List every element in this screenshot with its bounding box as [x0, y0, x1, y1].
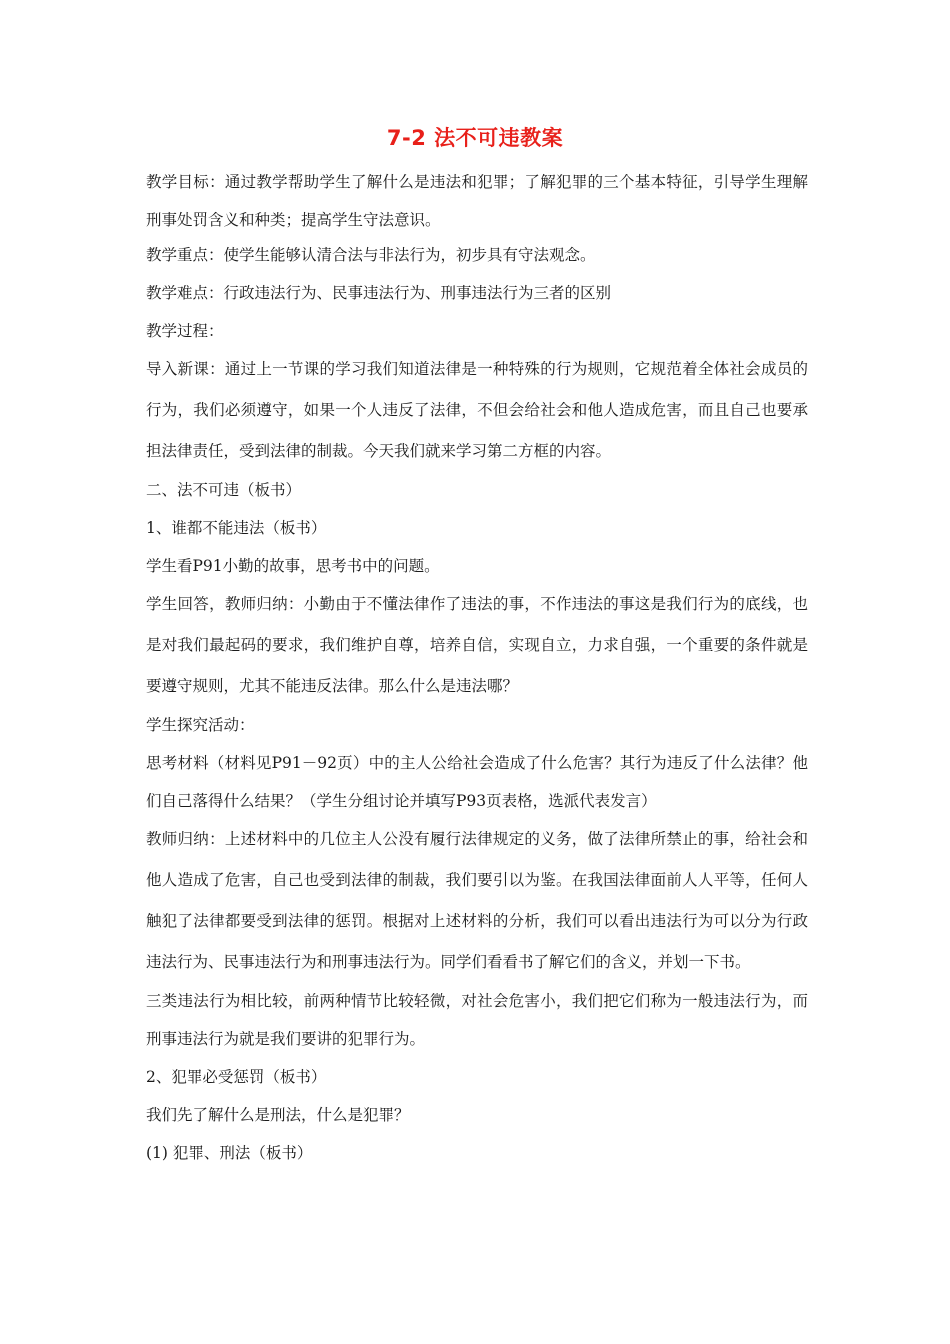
paragraph-student-activity: 学生探究活动：	[146, 716, 255, 734]
document-body	[146, 172, 808, 1163]
paragraph-objectives: 教学目标：通过教学帮助学生了解什么是违法和犯罪；了解犯罪的三个基本特征，引导学生理解刑事处罚含义和种类；提高学生守法意识。	[146, 173, 808, 229]
subsection-heading-no-one-violates: 1、谁都不能违法（板书）	[146, 519, 327, 537]
section-heading-law-not-violated: 二、法不可违（板书）	[146, 481, 302, 499]
paragraph-introduction: 导入新课：通过上一节课的学习我们知道法律是一种特殊的行为规则，它规范着全体社会成员的行为，我们必须遵守，如果一个人违反了法律，不但会给社会和他人造成危害，而且自己也要承担法律责任，受到法律的制裁。今天我们就来学习第二方框的内容。	[146, 360, 808, 460]
paragraph-key-points: 教学重点：使学生能够认清合法与非法行为，初步具有守法观念。	[146, 246, 596, 264]
paragraph-think-material: 思考材料（材料见P91－92页）中的主人公给社会造成了什么危害？其行为违反了什么法律？他们自己落得什么结果？（学生分组讨论并填写P93页表格，选派代表发言）	[146, 754, 808, 810]
paragraph-read-story: 学生看P91小勤的故事，思考书中的问题。	[146, 557, 440, 575]
document-title: 7-2 法不可违教案	[386, 126, 564, 150]
paragraph-understand-criminal-law: 我们先了解什么是刑法，什么是犯罪？	[146, 1106, 410, 1124]
paragraph-three-types: 三类违法行为相比较，前两种情节比较轻微，对社会危害小，我们把它们称为一般违法行为，而刑事违法行为就是我们要讲的犯罪行为。	[146, 992, 808, 1048]
item-heading-crime-criminal-law: (1) 犯罪、刑法（板书）	[146, 1144, 313, 1162]
paragraph-teacher-summary-2: 教师归纳：上述材料中的几位主人公没有履行法律规定的义务，做了法律所禁止的事，给社会和他人造成了危害，自己也受到法律的制裁，我们要引以为鉴。在我国法律面前人人平等，任何人触犯了法律都要受到法律的惩罚。根据对上述材料的分析，我们可以看出违法行为可以分为行政违法行为、民事违法行为和刑事违法行为。同学们看看书了解它们的含义，并划一下书。	[146, 830, 808, 971]
paragraph-teacher-summary-1: 学生回答，教师归纳：小勤由于不懂法律作了违法的事，不作违法的事这是我们行为的底线，也是对我们最起码的要求，我们维护自尊，培养自信，实现自立，力求自强，一个重要的条件就是要遵守规则，尤其不能违反法律。那么什么是违法哪？	[146, 595, 808, 695]
subsection-heading-crime-punished: 2、犯罪必受惩罚（板书）	[146, 1068, 327, 1086]
paragraph-difficulties: 教学难点：行政违法行为、民事违法行为、刑事违法行为三者的区别	[146, 284, 612, 302]
paragraph-process-heading: 教学过程：	[146, 322, 224, 340]
